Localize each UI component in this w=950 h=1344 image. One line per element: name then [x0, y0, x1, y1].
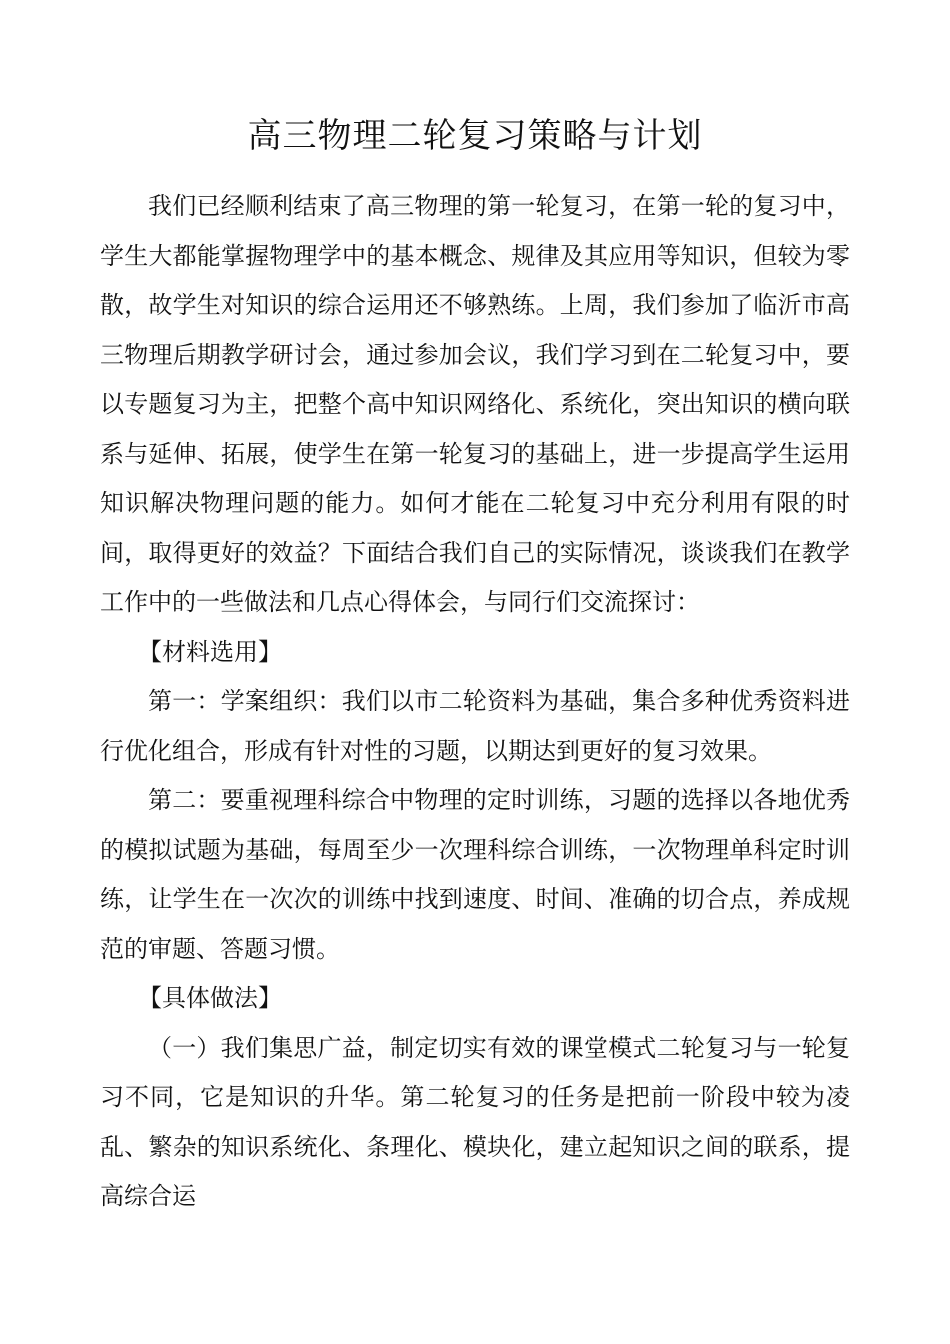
paragraph-second: 第二：要重视理科综合中物理的定时训练，习题的选择以各地优秀的模拟试题为基础，每周至少一次理科综合训练，一次物理单科定时训练，让学生在一次次的训练中找到速度、时间、准确的切合点，养成规范的审题、答题习惯。 [100, 786, 850, 963]
paragraph-intro: 我们已经顺利结束了高三物理的第一轮复习，在第一轮的复习中，学生大都能掌握物理学中的基本概念、规律及其应用等知识，但较为零散，故学生对知识的综合运用还不够熟练。上周，我们参加了临沂市高三物理后期教学研讨会，通过参加会议，我们学习到在二轮复习中，要以专题复习为主，把整个高中知识网络化、系统化，突出知识的横向联系与延伸、拓展，使学生在第一轮复习的基础上，进一步提高学生运用知识解决物理问题的能力。如何才能在二轮复习中充分利用有限的时间，取得更好的效益？下面结合我们自己的实际情况，谈谈我们在教学工作中的一些做法和几点心得体会，与同行们交流探讨： [100, 192, 850, 616]
paragraph-first: 第一：学案组织：我们以市二轮资料为基础，集合多种优秀资料进行优化组合，形成有针对性的习题，以期达到更好的复习效果。 [100, 687, 850, 765]
paragraph-method-one: （一）我们集思广益，制定切实有效的课堂模式二轮复习与一轮复习不同，它是知识的升华。第二轮复习的任务是把前一阶段中较为凌乱、繁杂的知识系统化、条理化、模块化，建立起知识之间的联系，提高综合运 [100, 1033, 850, 1210]
section-heading-materials: 【材料选用】 [138, 637, 282, 666]
document-title: 高三物理二轮复习策略与计划 [247, 116, 703, 156]
document-body [100, 182, 850, 1222]
section-heading-methods: 【具体做法】 [138, 984, 282, 1012]
